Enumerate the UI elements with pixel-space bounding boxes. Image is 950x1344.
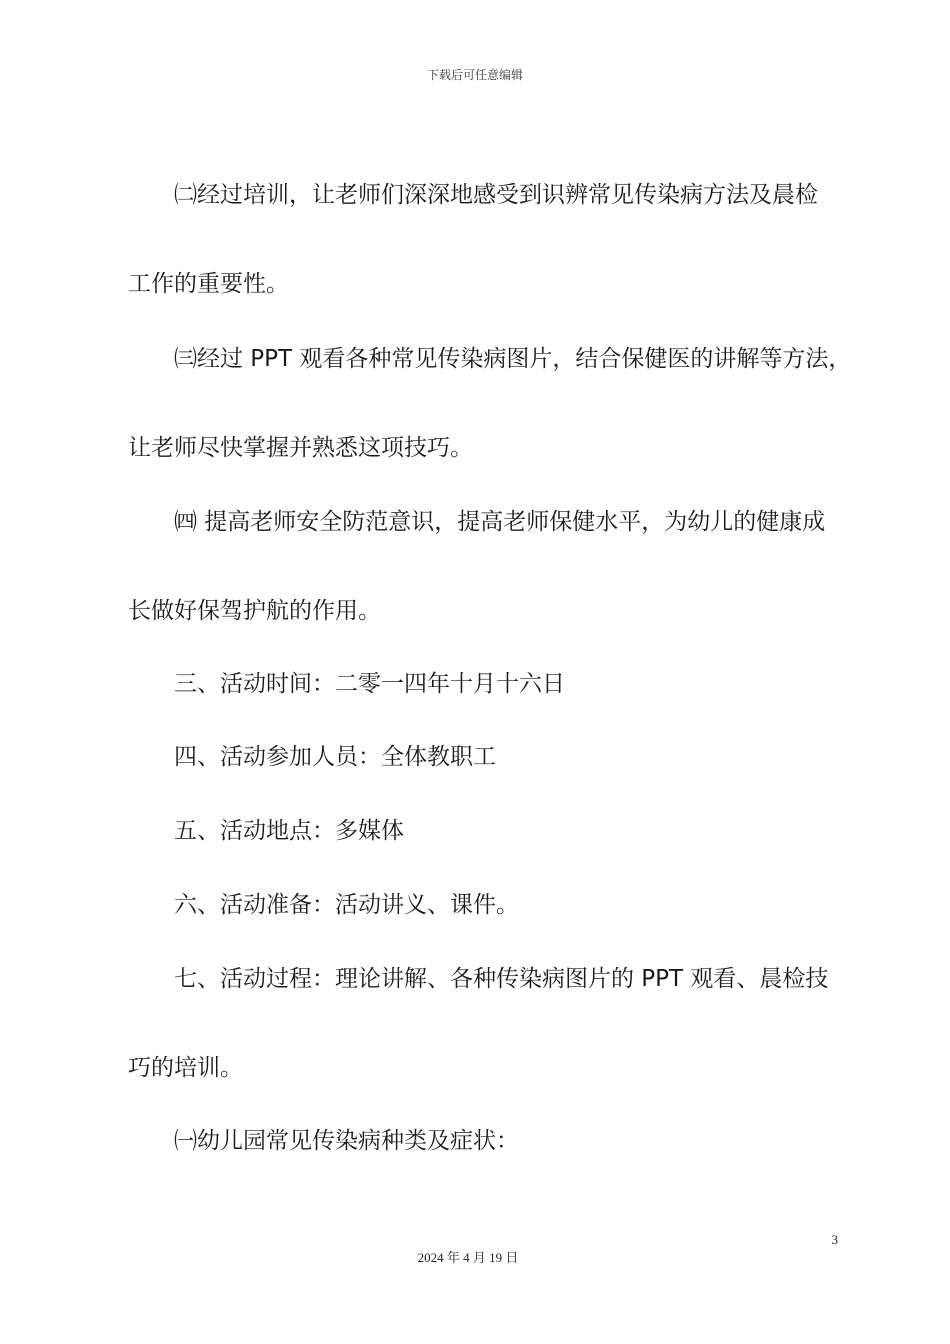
section-activity-time: 三、活动时间：二零一四年十月十六日 [174,671,565,697]
paragraph-2-line-2: 工作的重要性。 [128,271,289,297]
header-note: 下载后可任意编辑 [426,68,523,82]
paragraph-4-line-2: 长做好保驾护航的作用。 [128,598,381,624]
paragraph-4 [128,478,848,656]
paragraph-2 [128,151,848,329]
paragraph-3-line-1: ㈢经过 PPT 观看各种常见传染病图片，结合保健医的讲解等方法， [174,346,852,372]
footer-date: 2024 年 4 月 19 日 [417,1250,519,1265]
section-location: 五、活动地点：多媒体 [174,818,404,844]
paragraph-4-line-1: ㈣ 提高老师安全防范意识，提高老师保健水平，为幼儿的健康成 [174,509,826,535]
section-participants: 四、活动参加人员：全体教职工 [174,744,496,770]
section-preparation: 六、活动准备：活动讲义、课件。 [174,892,519,918]
paragraph-2-line-1: ㈡经过培训，让老师们深深地感受到识辨常见传染病方法及晨检 [174,182,818,208]
section-process [128,935,848,1113]
paragraph-3-line-2: 让老师尽快掌握并熟悉这项技巧。 [128,435,473,461]
paragraph-3 [128,315,852,493]
subsection-1-heading: ㈠幼儿园常见传染病种类及症状： [174,1128,519,1154]
page-number: 3 [831,1232,838,1247]
section-process-line-1: 七、活动过程：理论讲解、各种传染病图片的 PPT 观看、晨检技 [174,966,829,992]
section-process-line-2: 巧的培训。 [128,1055,243,1081]
